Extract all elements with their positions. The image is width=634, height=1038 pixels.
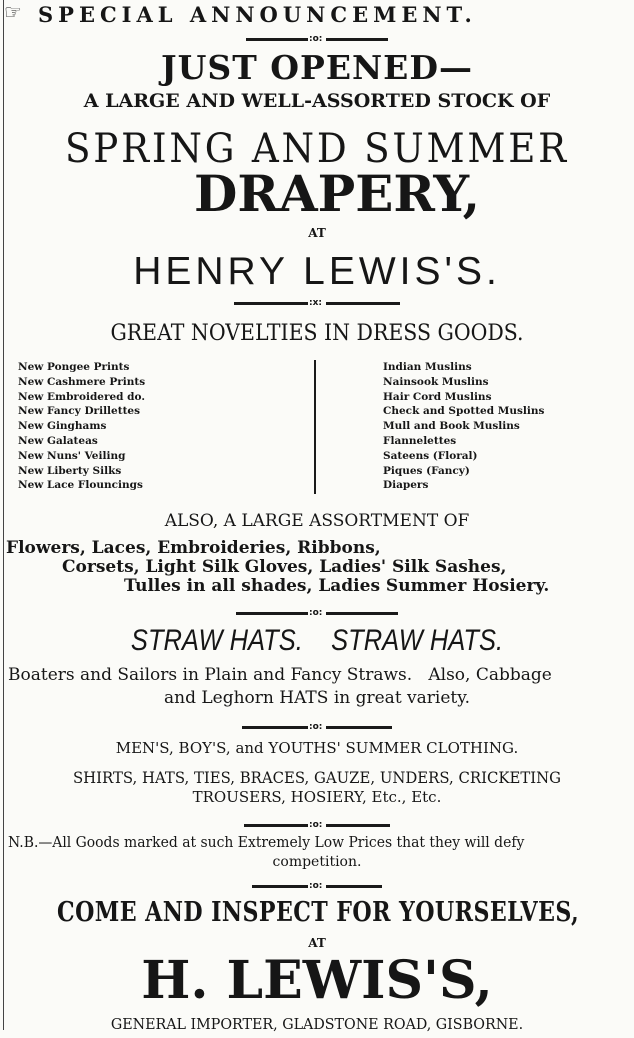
goods-list-item: Mull and Book Muslins — [383, 420, 520, 433]
straw-hats-heading: STRAW HATS. STRAW HATS. — [130, 624, 504, 657]
goods-list-item: Nainsook Muslins — [383, 375, 489, 388]
announcement-title: SPECIAL ANNOUNCEMENT. — [38, 2, 477, 27]
goods-list-item: New Fancy Drillettes — [18, 405, 141, 418]
assortment-line-3: Tulles in all shades, Ladies Summer Hosiery. — [124, 576, 550, 596]
at-label: AT — [308, 226, 326, 240]
closing-at-label: AT — [308, 936, 326, 950]
address-line: GENERAL IMPORTER, GLADSTONE ROAD, GISBORNE. — [110, 1015, 524, 1033]
shop-name: HENRY LEWIS'S. — [133, 250, 501, 293]
pointing-hand-icon: ☞ — [4, 0, 22, 24]
note-line-2: competition. — [272, 854, 362, 870]
goods-list-item: Sateens (Floral) — [383, 449, 478, 462]
right-goods-list — [383, 360, 544, 493]
assortment-line-1: Flowers, Laces, Embroideries, Ribbons, — [6, 538, 381, 558]
left-goods-list — [18, 360, 145, 493]
goods-list-item: New Embroidered do. — [18, 390, 145, 403]
goods-list-item: Hair Cord Muslins — [383, 390, 492, 403]
assortment-line-2: Corsets, Light Silk Gloves, Ladies' Silk Sashes, — [62, 557, 507, 577]
goods-list-item: New Cashmere Prints — [18, 375, 146, 388]
stock-line: A LARGE AND WELL-ASSORTED STOCK OF — [83, 90, 551, 112]
clothing-line-2: TROUSERS, HOSIERY, Etc., Etc. — [192, 788, 442, 806]
goods-list-item: Flannelettes — [383, 434, 457, 447]
inspect-heading: COME AND INSPECT FOR YOURSELVES, — [57, 897, 580, 928]
goods-list-item: New Galateas — [18, 434, 98, 447]
note-line-1: N.B.—All Goods marked at such Extremely Low Prices that they will defy — [8, 835, 525, 851]
closing-shop-name: H. LEWIS'S, — [141, 950, 493, 1011]
clothing-line-1: SHIRTS, HATS, TIES, BRACES, GAUZE, UNDERS, CRICKETING — [72, 769, 562, 787]
novelties-heading: GREAT NOVELTIES IN DRESS GOODS. — [110, 321, 524, 346]
goods-list-item: New Pongee Prints — [18, 361, 130, 373]
goods-list-item: New Ginghams — [18, 420, 107, 433]
goods-list-item: Indian Muslins — [383, 361, 472, 373]
goods-list-item: New Nuns' Veiling — [18, 449, 126, 462]
goods-list-item: Check and Spotted Muslins — [383, 405, 545, 418]
goods-list-item: New Lace Flouncings — [18, 479, 143, 492]
goods-list-item: Diapers — [383, 479, 429, 492]
season-heading: SPRING AND SUMMER — [64, 126, 569, 172]
just-opened-heading: JUST OPENED— — [161, 48, 473, 87]
hats-line-2: and Leghorn HATS in great variety. — [164, 688, 470, 708]
clothing-heading: MEN'S, BOY'S, and YOUTHS' SUMMER CLOTHING. — [115, 739, 519, 757]
goods-list-item: Piques (Fancy) — [383, 464, 470, 477]
assortment-heading: ALSO, A LARGE ASSORTMENT OF — [164, 511, 470, 531]
drapery-heading: DRAPERY, — [193, 164, 481, 223]
goods-list-item: New Liberty Silks — [18, 464, 122, 477]
column-divider — [314, 360, 316, 494]
hats-line-1: Boaters and Sailors in Plain and Fancy Straws. Also, Cabbage — [8, 665, 552, 685]
